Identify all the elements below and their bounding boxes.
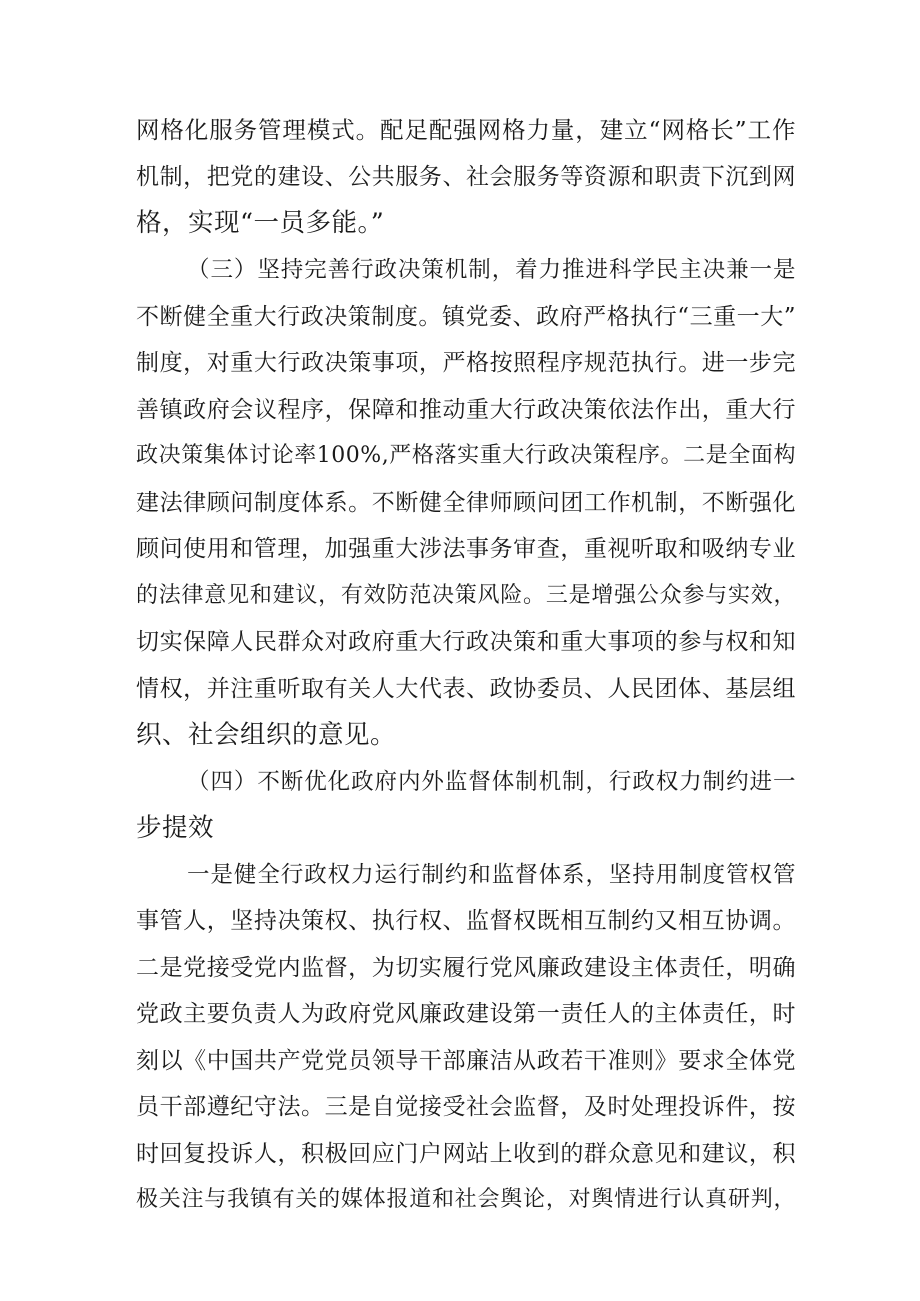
text-line: 切实保障人民群众对政府重大行政决策和重大事项的参与权和知	[136, 629, 796, 655]
text-line: 事管人，坚持决策权、执行权、监督权既相互制约又相互协调。	[136, 908, 796, 934]
text-line: 建法律顾问制度体系。不断健全律师顾问团工作机制，不断强化	[136, 490, 796, 516]
text-line: 织、社会组织的意见。	[136, 720, 397, 750]
text-line: 机制，把党的建设、公共服务、社会服务等资源和职责下沉到网	[136, 164, 796, 190]
text-line: 员干部遵纪守法。三是自觉接受社会监督，及时处理投诉件，按	[136, 1094, 796, 1120]
text-line: 的法律意见和建议，有效防范决策风险。三是增强公众参与实效，	[136, 583, 796, 608]
text-line: 二是党接受党内监督，为切实履行党风廉政建设主体责任，明确	[136, 955, 796, 981]
section-heading-3: （三）坚持完善行政决策机制，着力推进科学民主决兼一是	[187, 257, 796, 283]
text-line: 步提效	[136, 813, 215, 843]
text-line: 党政主要负责人为政府党风廉政建设第一责任人的主体责任，时	[136, 1001, 796, 1027]
text-line: 不断健全重大行政决策制度。镇党委、政府严格执行“三重一大”	[136, 304, 796, 330]
text-line: 制度，对重大行政决策事项，严格按照程序规范执行。进一步完	[136, 350, 796, 376]
text-line: 善镇政府会议程序，保障和推动重大行政决策依法作出，重大行	[136, 397, 796, 423]
text-line: 时回复投诉人，积极回应门户网站上收到的群众意见和建议，积	[136, 1141, 796, 1167]
text-line: 格，实现“一员多能。”	[136, 208, 385, 238]
text-line: 情权，并注重听取有关人大代表、政协委员、人民团体、基层组	[136, 676, 796, 702]
paragraph-first-line: 一是健全行政权力运行制约和监督体系，坚持用制度管权管	[187, 862, 796, 888]
text-line: 极关注与我镇有关的媒体报道和社会舆论，对舆情进行认真研判，	[136, 1187, 796, 1212]
text-line: 顾问使用和管理，加强重大涉法事务审查，重视听取和吸纳专业	[136, 536, 796, 562]
text-line: 网格化服务管理模式。配足配强网格力量，建立“网格长”工作	[136, 116, 796, 144]
text-line: 刻以《中国共产党党员领导干部廉洁从政若干准则》要求全体党	[136, 1048, 796, 1074]
text-line: 政决策集体讨论率100%,严格落实重大行政决策程序。二是全面构	[136, 443, 796, 468]
section-heading-4: （四）不断优化政府内外监督体制机制，行政权力制约进一	[187, 769, 796, 795]
